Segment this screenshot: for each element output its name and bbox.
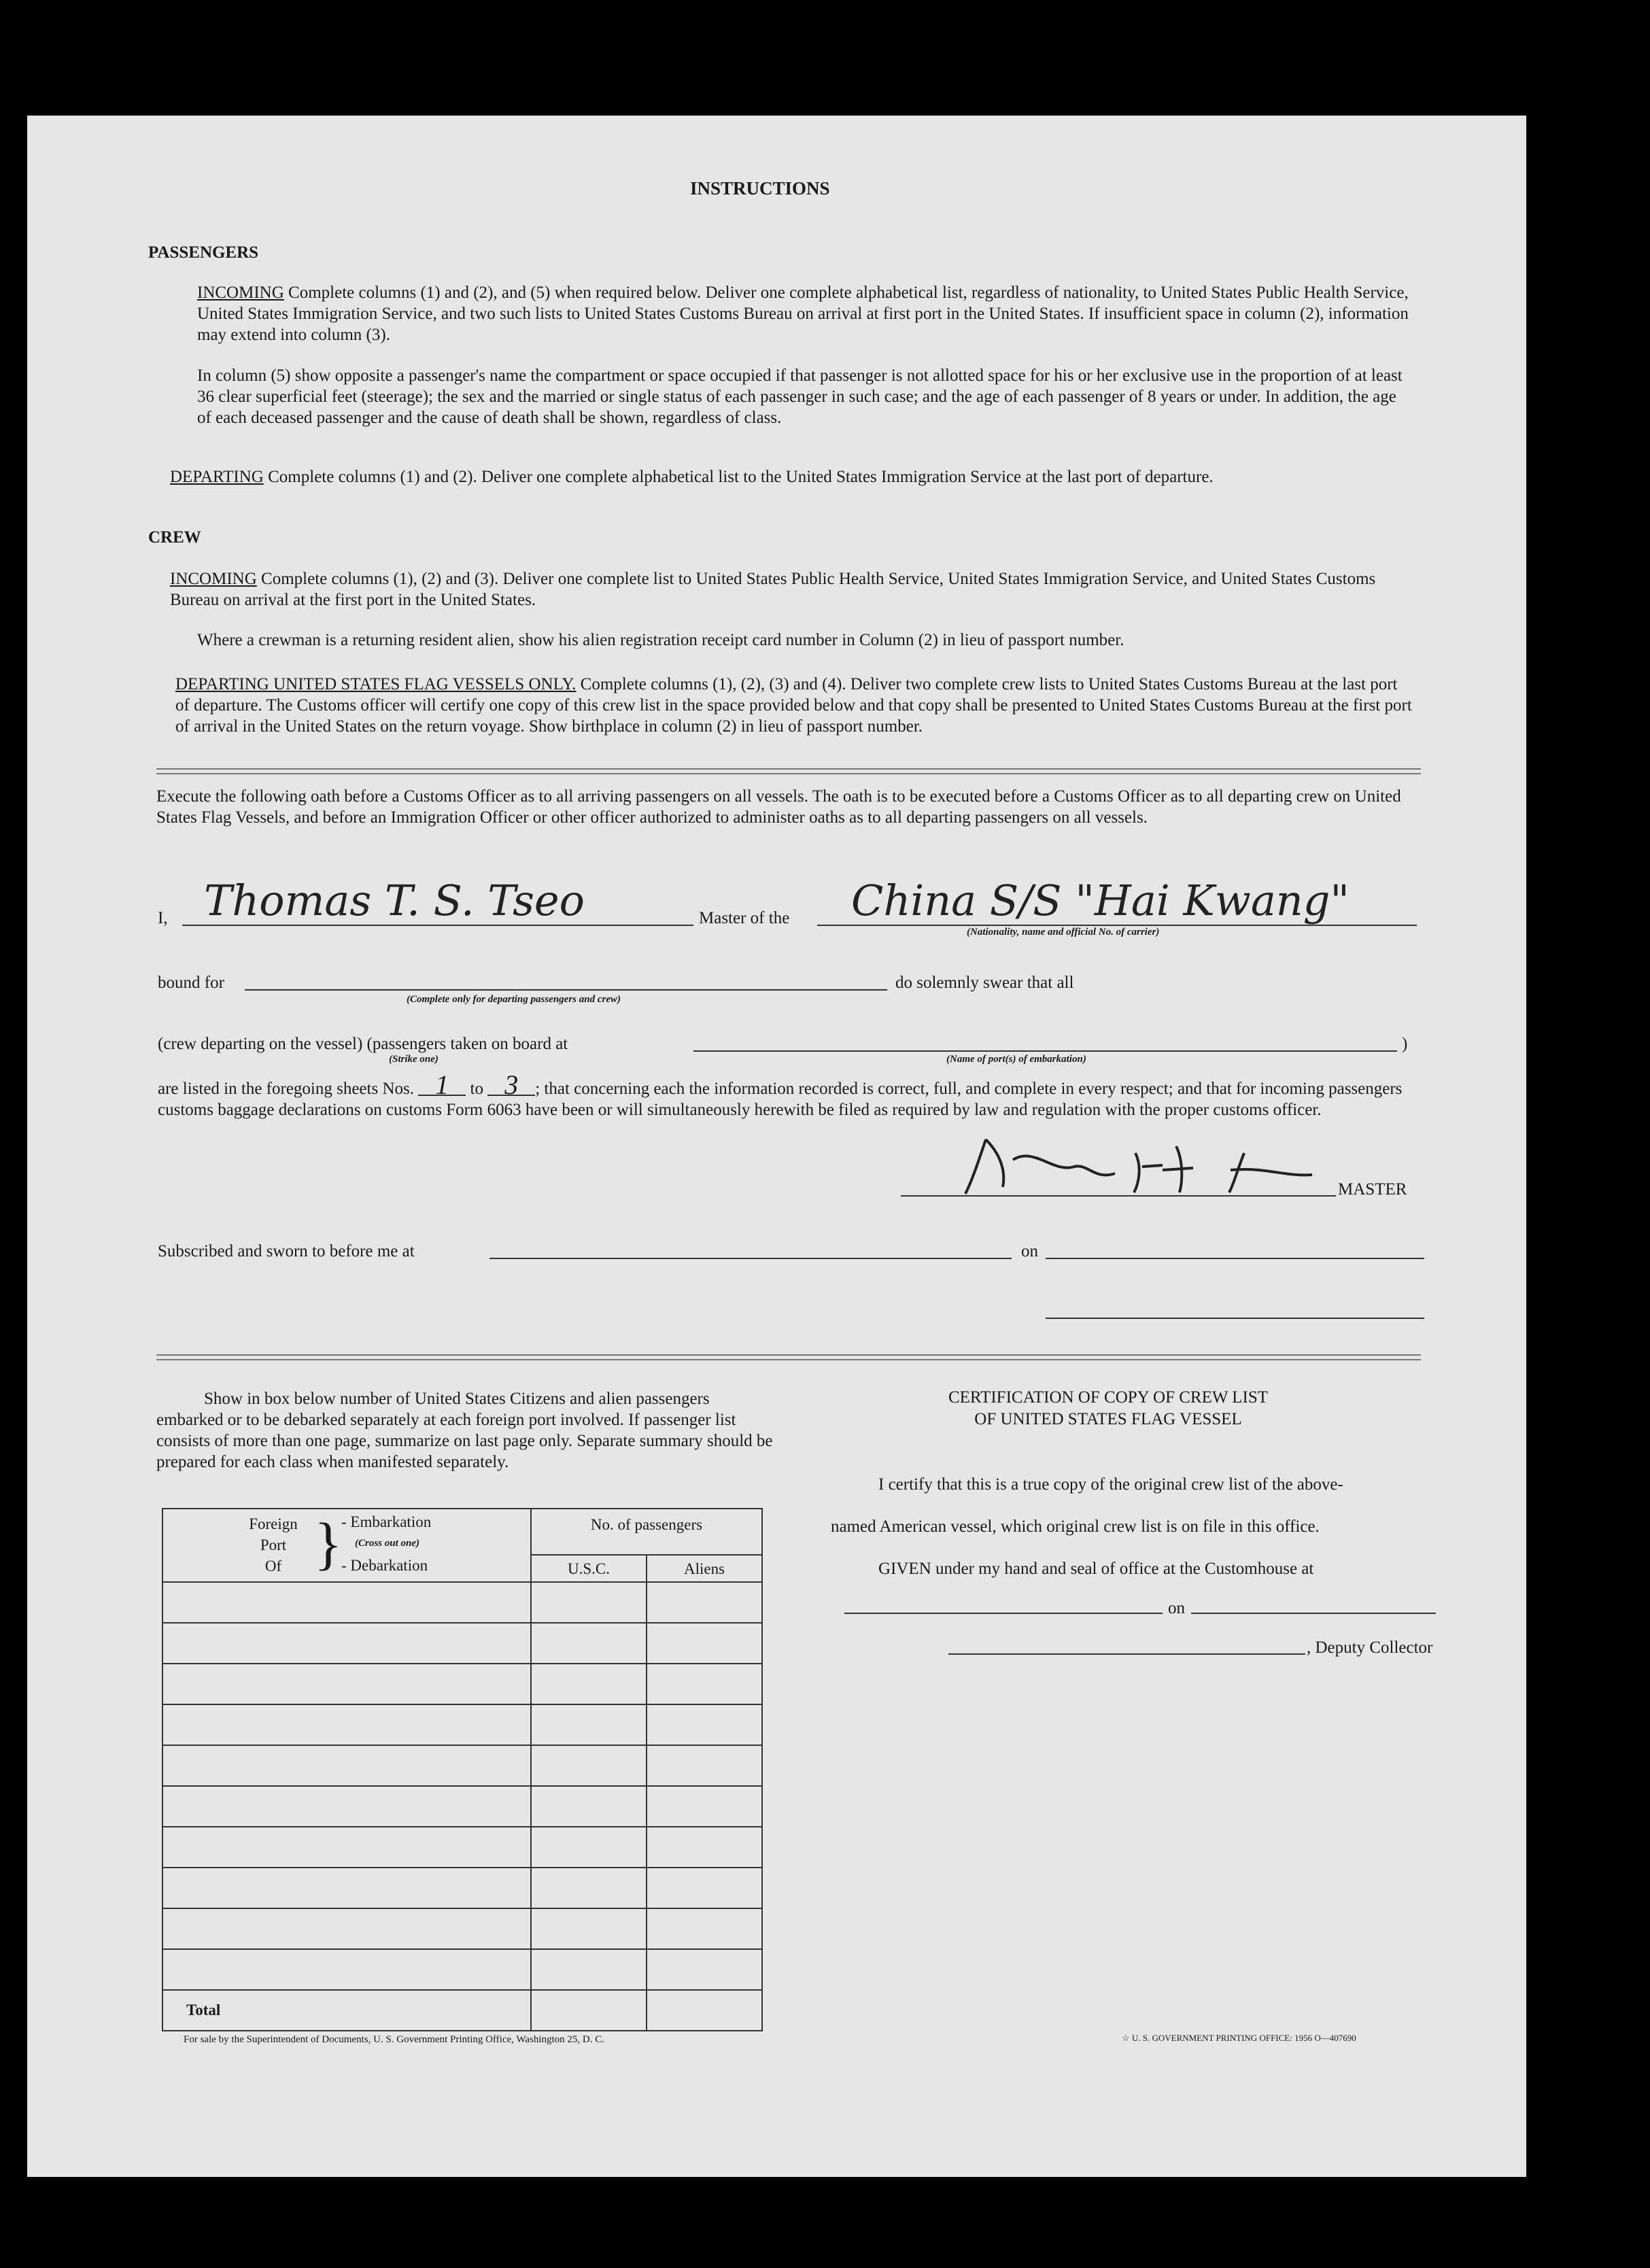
usc-cell: [531, 1868, 647, 1908]
certification-on-label: on: [1168, 1599, 1185, 1617]
usc-cell: [531, 1623, 647, 1664]
table-row: [162, 1786, 762, 1827]
subscribed-on-label: on: [1021, 1242, 1038, 1260]
table-row: [162, 1623, 762, 1664]
subscribed-date-line: [1046, 1258, 1424, 1259]
port-caption: (Name of port(s) of embarkation): [946, 1054, 1086, 1065]
summary-instructions: Show in box below number of United States Citizens and alien passengers embarked or to be debarked separately at each foreign port involved. If passenger list consists of more than one page, summarize on last page only. Separate summary should be prepared for each class when manifested separately.: [156, 1390, 773, 1471]
certification-line-1: I certify that this is a true copy of the original crew list of the above-: [878, 1475, 1343, 1494]
passengers-col5-paragraph: In column (5) show opposite a passenger's name the compartment or space occupied if that passenger is not allotted space for his or her exclusive use in the proportion of at least 36 clear superficial feet (steerage); the sex and the married or single status of each passenger in such case; and the age of each passenger of 8 years or under. In addition, the age of each deceased passenger and the cause of death shall be shown, regardless of class.: [197, 366, 1403, 427]
officer-signature-line: [1046, 1318, 1424, 1319]
crew-departing-text: Complete columns (1), (2), (3) and (4). Deliver two complete crew lists to United States Customs Bureau at the last port of departure. The Customs officer will certify one copy of this crew list in the space provided below and that copy shall be presented to United States Customs Bureau at the first port of arrival in the United States on the return voyage. Show birthplace in column (2) in lieu of passport number.: [175, 675, 1412, 736]
section-divider-2: [156, 1354, 1421, 1360]
usc-cell: [531, 1664, 647, 1704]
table-row: [162, 1664, 762, 1704]
sheets-suffix: ; that concerning each the information recorded is correct, full, and complete in every respect; and that for incoming passengers customs baggage declarations on customs Form 6063 have been or will simultaneously herewith be filed as required by law and regulation with the proper customs officer.: [158, 1080, 1403, 1119]
vessel-caption: (Nationality, name and official No. of carrier): [967, 927, 1160, 938]
port-cell: [162, 1786, 531, 1827]
usc-cell: [531, 1827, 647, 1868]
passengers-heading: PASSENGERS: [148, 243, 259, 262]
port-cell: [162, 1704, 531, 1745]
bound-for-line: [245, 989, 887, 991]
page-title: INSTRUCTIONS: [690, 178, 830, 199]
foreign-port-header: [162, 1509, 531, 1582]
table-row: [162, 1704, 762, 1745]
aliens-cell: [647, 1745, 762, 1786]
port-cell: [162, 1949, 531, 1990]
usc-cell: [531, 1745, 647, 1786]
to-label: to: [470, 1080, 483, 1098]
usc-cell: [531, 1582, 647, 1623]
certification-date-line: [1191, 1613, 1436, 1614]
total-row: [162, 1990, 762, 2031]
sheets-paragraph: [158, 1069, 1429, 1120]
usc-cell: [531, 1949, 647, 1990]
aliens-header: Aliens: [647, 1554, 761, 1583]
certification-title-1: CERTIFICATION OF COPY OF CREW LIST: [948, 1388, 1269, 1407]
bound-for-label: bound for: [158, 974, 224, 992]
master-signature: [959, 1133, 1339, 1201]
aliens-cell: [647, 1949, 762, 1990]
footer-left: For sale by the Superintendent of Documents, U. S. Government Printing Office, Washington 25, D. C.: [184, 2034, 604, 2045]
oath-i-label: I,: [158, 909, 168, 927]
no-passengers-label: No. of passengers: [590, 1516, 703, 1533]
passengers-departing-label: DEPARTING: [170, 468, 264, 486]
port-cell: [162, 1582, 531, 1623]
aliens-cell: [647, 1582, 762, 1623]
deputy-signature-line: [948, 1653, 1305, 1655]
total-label: Total: [162, 1990, 531, 2031]
cross-out-caption: (Cross out one): [355, 1538, 420, 1549]
certification-line-2: named American vessel, which original crew list is on file in this office.: [831, 1517, 1320, 1536]
brace-icon: }: [314, 1511, 343, 1576]
port-cell: [162, 1623, 531, 1664]
strike-caption: (Strike one): [389, 1054, 439, 1065]
sheet-to: 3: [487, 1076, 535, 1096]
header-port: Port: [260, 1536, 287, 1553]
passengers-departing-text: Complete columns (1) and (2). Deliver one complete alphabetical list to the United States Immigration Service at the last port of departure.: [263, 468, 1214, 486]
deputy-collector-label: , Deputy Collector: [1307, 1638, 1433, 1657]
aliens-cell: [647, 1868, 762, 1908]
table-row: [162, 1582, 762, 1623]
close-paren: ): [1402, 1035, 1408, 1053]
aliens-cell: [647, 1704, 762, 1745]
certification-line-3: GIVEN under my hand and seal of office at the Customhouse at: [878, 1560, 1314, 1578]
certification-title-2: OF UNITED STATES FLAG VESSEL: [974, 1410, 1242, 1428]
subscribed-label: Subscribed and sworn to before me at: [158, 1242, 415, 1260]
passengers-departing-paragraph: [170, 466, 1414, 487]
table-row: [162, 1908, 762, 1949]
crew-incoming-label: INCOMING: [170, 570, 257, 588]
usc-cell: [531, 1786, 647, 1827]
strike-text: (crew departing on the vessel) (passengers taken on board at: [158, 1035, 568, 1053]
subscribed-place-line: [489, 1258, 1012, 1259]
master-label: MASTER: [1338, 1180, 1407, 1199]
table-row: [162, 1745, 762, 1786]
master-of-label: Master of the: [699, 909, 790, 927]
passenger-summary-table: [162, 1508, 763, 2031]
crew-incoming-paragraph: [170, 568, 1407, 611]
aliens-cell: [647, 1908, 762, 1949]
table-row: [162, 1949, 762, 1990]
port-cell: [162, 1827, 531, 1868]
crew-departing-label: DEPARTING UNITED STATES FLAG VESSELS ONLY.: [175, 675, 577, 693]
master-name-handwritten: Thomas T. S. Tseo: [204, 876, 585, 925]
embarkation-label: - Embarkation: [341, 1513, 432, 1530]
form-page: [27, 116, 1526, 2177]
bound-for-caption: (Complete only for departing passengers and crew): [407, 994, 621, 1005]
header-of: Of: [264, 1558, 282, 1575]
port-cell: [162, 1664, 531, 1704]
passengers-incoming-text: Complete columns (1) and (2), and (5) when required below. Deliver one complete alphabetical list, regardless of nationality, to United States Public Health Service, United States Immigration Service, and two such lists to United States Customs Bureau on arrival at first port in the United States. If insufficient space in column (2), information may extend into column (3).: [197, 284, 1409, 344]
no-passengers-header: [531, 1509, 762, 1582]
debarkation-label: - Debarkation: [341, 1557, 428, 1574]
vessel-handwritten: China S/S "Hai Kwang": [851, 876, 1350, 925]
usc-cell: [531, 1704, 647, 1745]
aliens-cell: [647, 1664, 762, 1704]
swear-text: do solemnly swear that all: [895, 974, 1074, 992]
table-row: [162, 1868, 762, 1908]
crew-incoming-text: Complete columns (1), (2) and (3). Deliver one complete list to United States Public Health Service, United States Immigration Service, and United States Customs Bureau on arrival at the first port in the United States.: [170, 570, 1376, 609]
customhouse-line: [844, 1613, 1163, 1614]
footer-right: ☆ U. S. GOVERNMENT PRINTING OFFICE: 1956 O—407690: [1122, 2033, 1356, 2043]
crew-heading: CREW: [148, 528, 201, 547]
usc-total-cell: [531, 1990, 647, 2031]
aliens-cell: [647, 1786, 762, 1827]
port-line: [693, 1050, 1397, 1052]
usc-header: U.S.C.: [532, 1554, 647, 1583]
passengers-incoming-paragraph: [197, 282, 1414, 345]
oath-intro: Execute the following oath before a Customs Officer as to all arriving passengers on all vessels. The oath is to be executed before a Customs Officer as to all departing crew on United States Flag Vessels, and before an Immigration Officer or other officer authorized to administer oaths as to all departing passengers on all vessels.: [156, 787, 1401, 827]
header-foreign: Foreign: [249, 1515, 298, 1532]
sheets-prefix: are listed in the foregoing sheets Nos.: [158, 1080, 414, 1098]
section-divider: [156, 768, 1421, 774]
passengers-incoming-label: INCOMING: [197, 284, 284, 302]
table-row: [162, 1827, 762, 1868]
crew-departing-paragraph: [175, 674, 1414, 737]
aliens-total-cell: [647, 1990, 762, 2031]
port-cell: [162, 1745, 531, 1786]
port-cell: [162, 1868, 531, 1908]
aliens-cell: [647, 1827, 762, 1868]
port-cell: [162, 1908, 531, 1949]
sheet-from: 1: [418, 1076, 466, 1096]
aliens-cell: [647, 1623, 762, 1664]
crew-resident-paragraph: Where a crewman is a returning resident alien, show his alien registration receipt card number in Column (2) in lieu of passport number.: [197, 631, 1124, 649]
usc-cell: [531, 1908, 647, 1949]
